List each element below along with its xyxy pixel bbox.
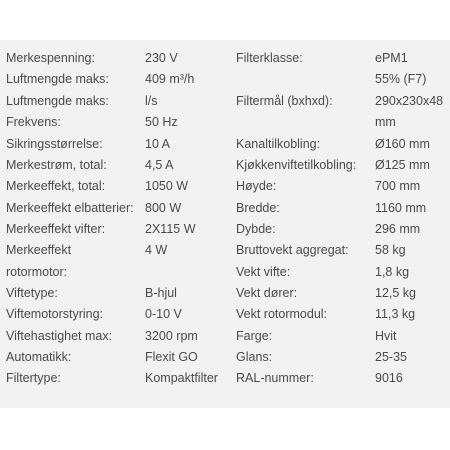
spec-value: 230 V — [145, 51, 178, 65]
spec-label: Viftetype: — [6, 286, 58, 300]
spec-value: Ø125 mm — [375, 158, 430, 172]
spec-value: 0-10 V — [145, 307, 182, 321]
spec-value: 290x230x48 — [375, 94, 444, 108]
spec-value: ePM1 — [375, 51, 408, 65]
spec-label: Merkeeffekt vifter: — [6, 222, 106, 236]
spec-label: Filterklasse: — [236, 51, 303, 65]
spec-label: Kjøkkenviftetilkobling: — [236, 158, 357, 172]
spec-value: 296 mm — [375, 222, 421, 236]
spec-value: 409 m³/h — [145, 72, 195, 86]
spec-label: Frekvens: — [6, 115, 61, 129]
spec-value: 1160 mm — [375, 201, 427, 215]
spec-value: Kompaktfilter — [145, 371, 218, 385]
spec-label: rotormotor: — [6, 265, 68, 279]
spec-value: 58 kg — [375, 243, 406, 257]
spec-value: 12,5 kg — [375, 286, 417, 300]
spec-label: Vekt dører: — [236, 286, 298, 300]
spec-value: 9016 — [375, 371, 403, 385]
spec-label: Farge: — [236, 329, 273, 343]
spec-value: 1050 W — [145, 179, 189, 193]
spec-label: Luftmengde maks: — [6, 94, 109, 108]
spec-value: 2X115 W — [145, 222, 196, 236]
spec-value: 50 Hz — [145, 115, 178, 129]
spec-label: Filtertype: — [6, 371, 61, 385]
spec-label: Vekt vifte: — [236, 265, 291, 279]
spec-value: 25-35 — [375, 350, 407, 364]
spec-value: Flexit GO — [145, 350, 198, 364]
spec-value: mm — [375, 115, 396, 129]
spec-value: l/s — [145, 94, 158, 108]
spec-value: 4 W — [145, 243, 168, 257]
spec-value: 700 mm — [375, 179, 421, 193]
spec-label: Vekt rotormodul: — [236, 307, 328, 321]
spec-label: RAL-nummer: — [236, 371, 314, 385]
spec-label: Viftehastighet max: — [6, 329, 113, 343]
spec-label: Sikringsstørrelse: — [6, 137, 103, 151]
spec-label: Merkeeffekt, total: — [6, 179, 106, 193]
spec-value: 4,5 A — [145, 158, 174, 172]
spec-label: Automatikk: — [6, 350, 72, 364]
spec-value: 55% (F7) — [375, 72, 427, 86]
spec-label: Kanaltilkobling: — [236, 137, 321, 151]
spec-value: 800 W — [145, 201, 182, 215]
spec-label: Filtermål (bxhxd): — [236, 94, 333, 108]
spec-label: Bredde: — [236, 201, 280, 215]
spec-label: Bruttovekt aggregat: — [236, 243, 349, 257]
spec-label: Merkestrøm, total: — [6, 158, 107, 172]
spec-value: Hvit — [375, 329, 397, 343]
spec-label: Glans: — [236, 350, 273, 364]
spec-label: Merkespenning: — [6, 51, 95, 65]
spec-value: Ø160 mm — [375, 137, 430, 151]
spec-value: 1,8 kg — [375, 265, 410, 279]
spec-label: Dybde: — [236, 222, 276, 236]
spec-panel — [0, 40, 450, 408]
spec-label: Merkeeffekt — [6, 243, 72, 257]
spec-label: Luftmengde maks: — [6, 72, 109, 86]
spec-label: Viftemotorstyring: — [6, 307, 104, 321]
spec-value: 11,3 kg — [375, 307, 416, 321]
spec-label: Høyde: — [236, 179, 277, 193]
spec-label: Merkeeffekt elbatterier: — [6, 201, 134, 215]
spec-value: B-hjul — [145, 286, 177, 300]
spec-value: 3200 rpm — [145, 329, 198, 343]
spec-value: 10 A — [145, 137, 171, 151]
